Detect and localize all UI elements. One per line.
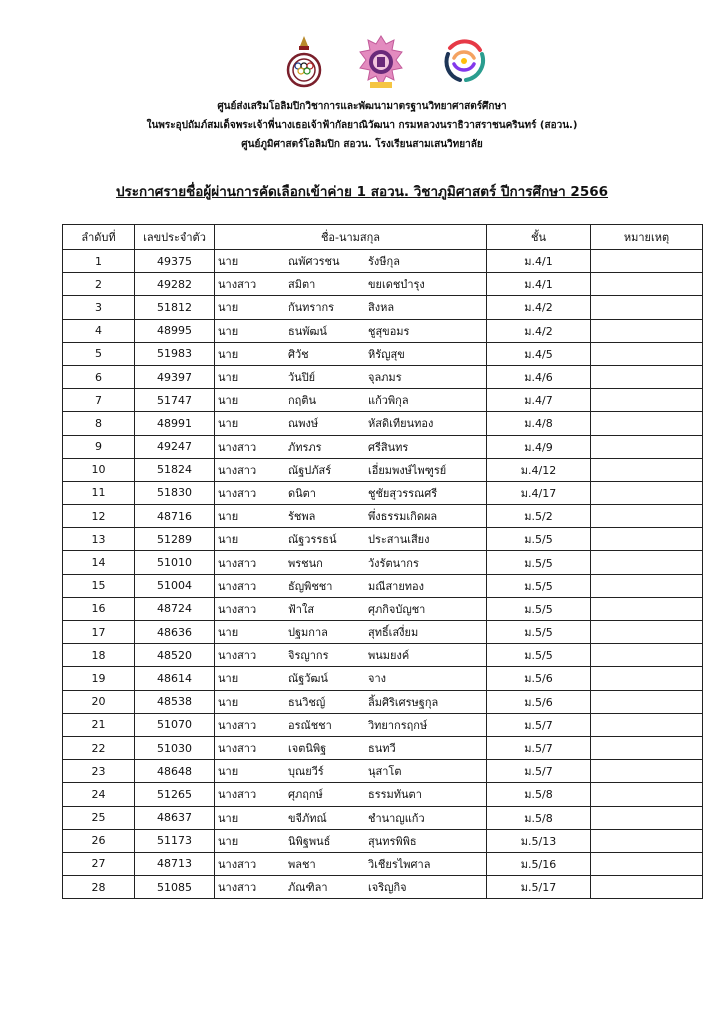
row-number: 13 bbox=[63, 528, 135, 551]
student-id: 49282 bbox=[135, 273, 215, 296]
last-name: พึ่งธรรมเกิดผล bbox=[368, 510, 438, 524]
student-id: 51010 bbox=[135, 551, 215, 574]
student-name bbox=[215, 667, 487, 690]
grade-level: ม.5/6 bbox=[487, 690, 591, 713]
row-number: 12 bbox=[63, 505, 135, 528]
note-cell bbox=[591, 458, 703, 481]
name-prefix: นางสาว bbox=[218, 857, 257, 871]
row-number: 9 bbox=[63, 435, 135, 458]
student-id: 48538 bbox=[135, 690, 215, 713]
name-prefix: นาย bbox=[218, 765, 239, 779]
table-row bbox=[63, 296, 703, 319]
last-name: จาง bbox=[368, 672, 386, 686]
row-number: 22 bbox=[63, 736, 135, 759]
student-id: 49247 bbox=[135, 435, 215, 458]
grade-level: ม.4/1 bbox=[487, 273, 591, 296]
first-name: ณัฐวัฒน์ bbox=[288, 672, 328, 686]
table-row bbox=[63, 389, 703, 412]
name-prefix: นาย bbox=[218, 394, 239, 408]
name-prefix: นางสาว bbox=[218, 440, 257, 454]
name-prefix: นาย bbox=[218, 371, 239, 385]
table-row bbox=[63, 760, 703, 783]
table-row bbox=[63, 250, 703, 273]
student-id: 51289 bbox=[135, 528, 215, 551]
row-number: 27 bbox=[63, 852, 135, 875]
last-name: วิเชียรไพศาล bbox=[368, 857, 431, 871]
student-name bbox=[215, 806, 487, 829]
note-cell bbox=[591, 412, 703, 435]
table-row bbox=[63, 852, 703, 875]
row-number: 19 bbox=[63, 667, 135, 690]
note-cell bbox=[591, 551, 703, 574]
grade-level: ม.4/2 bbox=[487, 296, 591, 319]
table-row bbox=[63, 273, 703, 296]
row-number: 1 bbox=[63, 250, 135, 273]
name-prefix: นาย bbox=[218, 672, 239, 686]
first-name: ศุภฤกษ์ bbox=[288, 788, 323, 802]
last-name: ลิ้มศิริเศรษฐกุล bbox=[368, 695, 439, 709]
last-name: หัสดิเทียนทอง bbox=[368, 417, 434, 431]
student-id: 48724 bbox=[135, 597, 215, 620]
last-name: แก้วพิกุล bbox=[368, 394, 409, 408]
student-id: 51070 bbox=[135, 713, 215, 736]
student-name bbox=[215, 574, 487, 597]
table-header-row bbox=[63, 225, 703, 250]
first-name: ธัญพิชชา bbox=[288, 579, 333, 593]
student-name bbox=[215, 296, 487, 319]
name-prefix: นางสาว bbox=[218, 788, 257, 802]
table-row bbox=[63, 713, 703, 736]
first-name: พรชนก bbox=[288, 556, 323, 570]
student-name bbox=[215, 690, 487, 713]
grade-level: ม.4/1 bbox=[487, 250, 591, 273]
last-name: วังรัตนากร bbox=[368, 556, 419, 570]
student-name bbox=[215, 736, 487, 759]
student-id: 48991 bbox=[135, 412, 215, 435]
name-prefix: นาย bbox=[218, 255, 239, 269]
note-cell bbox=[591, 829, 703, 852]
grade-level: ม.5/7 bbox=[487, 736, 591, 759]
table-row bbox=[63, 574, 703, 597]
first-name: ภัทรภร bbox=[288, 440, 322, 454]
student-id: 51830 bbox=[135, 481, 215, 504]
last-name: พนมยงค์ bbox=[368, 649, 410, 663]
results-table bbox=[62, 224, 703, 899]
row-number: 3 bbox=[63, 296, 135, 319]
row-number: 20 bbox=[63, 690, 135, 713]
table-row bbox=[63, 435, 703, 458]
row-number: 5 bbox=[63, 342, 135, 365]
first-name: บุณยวีร์ bbox=[288, 765, 324, 779]
last-name: นุสาโต bbox=[368, 765, 402, 779]
first-name: ศิวัช bbox=[288, 347, 309, 361]
table-row bbox=[63, 319, 703, 342]
student-id: 49397 bbox=[135, 365, 215, 388]
table-row bbox=[63, 829, 703, 852]
student-id: 49375 bbox=[135, 250, 215, 273]
note-cell bbox=[591, 783, 703, 806]
student-name bbox=[215, 783, 487, 806]
grade-level: ม.5/8 bbox=[487, 806, 591, 829]
col-header-id: เลขประจำตัว bbox=[135, 225, 215, 250]
last-name: จุลภมร bbox=[368, 371, 402, 385]
grade-level: ม.5/5 bbox=[487, 621, 591, 644]
table-row bbox=[63, 365, 703, 388]
last-name: ชูชัยสุวรรณศรี bbox=[368, 486, 438, 500]
student-id: 51747 bbox=[135, 389, 215, 412]
student-name bbox=[215, 876, 487, 899]
last-name: ประสานเสียง bbox=[368, 533, 430, 547]
student-name bbox=[215, 644, 487, 667]
note-cell bbox=[591, 528, 703, 551]
logo-row bbox=[0, 34, 724, 94]
last-name: ขยเดชบำรุง bbox=[368, 278, 425, 292]
name-prefix: นางสาว bbox=[218, 486, 257, 500]
first-name: ณัฐปภัสร์ bbox=[288, 463, 332, 477]
note-cell bbox=[591, 597, 703, 620]
name-prefix: นาย bbox=[218, 510, 239, 524]
grade-level: ม.5/16 bbox=[487, 852, 591, 875]
last-name: ชูสุขอมร bbox=[368, 324, 410, 338]
grade-level: ม.4/2 bbox=[487, 319, 591, 342]
note-cell bbox=[591, 481, 703, 504]
last-name: วิทยากรฤกษ์ bbox=[368, 718, 428, 732]
table-row bbox=[63, 551, 703, 574]
student-name bbox=[215, 319, 487, 342]
note-cell bbox=[591, 644, 703, 667]
last-name: สุนทรพิพิธ bbox=[368, 834, 417, 848]
student-name bbox=[215, 597, 487, 620]
row-number: 23 bbox=[63, 760, 135, 783]
student-id: 51030 bbox=[135, 736, 215, 759]
student-name bbox=[215, 760, 487, 783]
last-name: ธรรมทันตา bbox=[368, 788, 422, 802]
row-number: 11 bbox=[63, 481, 135, 504]
student-id: 51983 bbox=[135, 342, 215, 365]
name-prefix: นางสาว bbox=[218, 278, 257, 292]
student-id: 51173 bbox=[135, 829, 215, 852]
row-number: 2 bbox=[63, 273, 135, 296]
student-id: 48995 bbox=[135, 319, 215, 342]
table-row bbox=[63, 505, 703, 528]
note-cell bbox=[591, 690, 703, 713]
student-id: 48520 bbox=[135, 644, 215, 667]
first-name: นิพิฐพนธ์ bbox=[288, 834, 331, 848]
grade-level: ม.4/6 bbox=[487, 365, 591, 388]
row-number: 24 bbox=[63, 783, 135, 806]
table-row bbox=[63, 481, 703, 504]
table-row bbox=[63, 342, 703, 365]
first-name: สมิตา bbox=[288, 278, 316, 292]
name-prefix: นาย bbox=[218, 533, 239, 547]
grade-level: ม.5/5 bbox=[487, 528, 591, 551]
name-prefix: นาย bbox=[218, 347, 239, 361]
table-body bbox=[63, 250, 703, 899]
grade-level: ม.4/17 bbox=[487, 481, 591, 504]
org-line-3: ศูนย์ภูมิศาสตร์โอลิมปิก สอวน. โรงเรียนสามเสนวิทยาลัย bbox=[241, 139, 483, 150]
geography-olympiad-logo bbox=[440, 34, 488, 90]
name-prefix: นางสาว bbox=[218, 463, 257, 477]
last-name: สุทธิ์เสงี่ยม bbox=[368, 626, 419, 640]
last-name: เอี่ยมพงษ์ไพฑูรย์ bbox=[368, 463, 447, 477]
first-name: อรณัชชา bbox=[288, 718, 332, 732]
note-cell bbox=[591, 574, 703, 597]
first-name: พลชา bbox=[288, 857, 316, 871]
table-row bbox=[63, 597, 703, 620]
row-number: 16 bbox=[63, 597, 135, 620]
name-prefix: นางสาว bbox=[218, 556, 257, 570]
row-number: 18 bbox=[63, 644, 135, 667]
name-prefix: นาย bbox=[218, 811, 239, 825]
table-row bbox=[63, 806, 703, 829]
row-number: 7 bbox=[63, 389, 135, 412]
name-prefix: นาย bbox=[218, 324, 239, 338]
note-cell bbox=[591, 621, 703, 644]
row-number: 25 bbox=[63, 806, 135, 829]
note-cell bbox=[591, 342, 703, 365]
note-cell bbox=[591, 389, 703, 412]
first-name: ภัณฑิลา bbox=[288, 881, 328, 895]
first-name: รัชพล bbox=[288, 510, 316, 524]
name-prefix: นาย bbox=[218, 417, 239, 431]
table-row bbox=[63, 621, 703, 644]
name-prefix: นางสาว bbox=[218, 742, 257, 756]
first-name: ดนิตา bbox=[288, 486, 316, 500]
first-name: จิรญากร bbox=[288, 649, 329, 663]
note-cell bbox=[591, 250, 703, 273]
grade-level: ม.4/9 bbox=[487, 435, 591, 458]
student-id: 51085 bbox=[135, 876, 215, 899]
col-header-name: ชื่อ-นามสกุล bbox=[215, 225, 487, 250]
note-cell bbox=[591, 760, 703, 783]
student-id: 48716 bbox=[135, 505, 215, 528]
grade-level: ม.5/5 bbox=[487, 551, 591, 574]
note-cell bbox=[591, 852, 703, 875]
last-name: รังษีกุล bbox=[368, 255, 400, 269]
grade-level: ม.5/17 bbox=[487, 876, 591, 899]
grade-level: ม.5/5 bbox=[487, 644, 591, 667]
student-name bbox=[215, 829, 487, 852]
grade-level: ม.4/7 bbox=[487, 389, 591, 412]
table-row bbox=[63, 690, 703, 713]
name-prefix: นาย bbox=[218, 626, 239, 640]
grade-level: ม.5/2 bbox=[487, 505, 591, 528]
school-emblem-logo bbox=[356, 34, 406, 90]
student-id: 48637 bbox=[135, 806, 215, 829]
student-id: 51812 bbox=[135, 296, 215, 319]
grade-level: ม.4/5 bbox=[487, 342, 591, 365]
student-name bbox=[215, 250, 487, 273]
grade-level: ม.5/7 bbox=[487, 713, 591, 736]
last-name: ธนทวี bbox=[368, 742, 396, 756]
row-number: 26 bbox=[63, 829, 135, 852]
note-cell bbox=[591, 736, 703, 759]
last-name: มณีสายทอง bbox=[368, 579, 425, 593]
row-number: 21 bbox=[63, 713, 135, 736]
org-line-1: ศูนย์ส่งเสริมโอลิมปิกวิชาการและพัฒนามาตรฐานวิทยาศาสตร์ศึกษา bbox=[217, 101, 507, 112]
announcement-title: ประกาศรายชื่อผู้ผ่านการคัดเลือกเข้าค่าย 1 สอวน. วิชาภูมิศาสตร์ ปีการศึกษา 2566 bbox=[115, 184, 609, 200]
student-id: 51265 bbox=[135, 783, 215, 806]
grade-level: ม.5/5 bbox=[487, 574, 591, 597]
row-number: 14 bbox=[63, 551, 135, 574]
student-name bbox=[215, 505, 487, 528]
row-number: 10 bbox=[63, 458, 135, 481]
row-number: 17 bbox=[63, 621, 135, 644]
row-number: 6 bbox=[63, 365, 135, 388]
table-row bbox=[63, 876, 703, 899]
name-prefix: นางสาว bbox=[218, 649, 257, 663]
table-row bbox=[63, 412, 703, 435]
table-row bbox=[63, 783, 703, 806]
note-cell bbox=[591, 505, 703, 528]
last-name: สิงหล bbox=[368, 301, 395, 315]
student-name bbox=[215, 852, 487, 875]
note-cell bbox=[591, 296, 703, 319]
row-number: 4 bbox=[63, 319, 135, 342]
student-id: 51824 bbox=[135, 458, 215, 481]
table-row bbox=[63, 644, 703, 667]
first-name: ธนพัฒน์ bbox=[288, 324, 327, 338]
grade-level: ม.5/8 bbox=[487, 783, 591, 806]
note-cell bbox=[591, 273, 703, 296]
grade-level: ม.5/6 bbox=[487, 667, 591, 690]
student-name bbox=[215, 713, 487, 736]
name-prefix: นาย bbox=[218, 695, 239, 709]
col-header-note: หมายเหตุ bbox=[591, 225, 703, 250]
student-name bbox=[215, 412, 487, 435]
grade-level: ม.4/8 bbox=[487, 412, 591, 435]
student-name bbox=[215, 458, 487, 481]
olympic-academic-logo bbox=[282, 34, 326, 90]
first-name: กันทรากร bbox=[288, 301, 335, 315]
student-name bbox=[215, 481, 487, 504]
first-name: ณพัศวรชน bbox=[288, 255, 340, 269]
note-cell bbox=[591, 876, 703, 899]
name-prefix: นางสาว bbox=[218, 602, 257, 616]
student-name bbox=[215, 365, 487, 388]
note-cell bbox=[591, 806, 703, 829]
note-cell bbox=[591, 667, 703, 690]
name-prefix: นาย bbox=[218, 834, 239, 848]
first-name: ธนวิชญ์ bbox=[288, 695, 326, 709]
grade-level: ม.4/12 bbox=[487, 458, 591, 481]
student-name bbox=[215, 621, 487, 644]
first-name: ณัฐวรรธน์ bbox=[288, 533, 337, 547]
row-number: 8 bbox=[63, 412, 135, 435]
table-row bbox=[63, 528, 703, 551]
note-cell bbox=[591, 713, 703, 736]
grade-level: ม.5/5 bbox=[487, 597, 591, 620]
student-name bbox=[215, 273, 487, 296]
first-name: ณพงษ์ bbox=[288, 417, 319, 431]
col-header-no: ลำดับที่ bbox=[63, 225, 135, 250]
student-name bbox=[215, 435, 487, 458]
first-name: ขจีภัทณ์ bbox=[288, 811, 327, 825]
note-cell bbox=[591, 435, 703, 458]
row-number: 15 bbox=[63, 574, 135, 597]
student-name bbox=[215, 551, 487, 574]
student-id: 48648 bbox=[135, 760, 215, 783]
last-name: เจริญกิจ bbox=[368, 881, 407, 895]
last-name: ศรีสินทร bbox=[368, 440, 409, 454]
student-name bbox=[215, 528, 487, 551]
first-name: ปฐมกาล bbox=[288, 626, 328, 640]
table-row bbox=[63, 458, 703, 481]
col-header-grade: ชั้น bbox=[487, 225, 591, 250]
last-name: ศุภกิจบัญชา bbox=[368, 602, 426, 616]
last-name: ชำนาญแก้ว bbox=[368, 811, 425, 825]
student-name bbox=[215, 389, 487, 412]
first-name: วันปิย์ bbox=[288, 371, 316, 385]
student-name bbox=[215, 342, 487, 365]
note-cell bbox=[591, 319, 703, 342]
table-row bbox=[63, 667, 703, 690]
student-id: 51004 bbox=[135, 574, 215, 597]
org-line-2: ในพระอุปถัมภ์สมเด็จพระเจ้าพี่นางเธอเจ้าฟ้ากัลยาณิวัฒนา กรมหลวงนราธิวาสราชนครินทร์ (สอวน.) bbox=[146, 120, 578, 131]
first-name: เจตนิพิฐ bbox=[288, 742, 327, 756]
row-number: 28 bbox=[63, 876, 135, 899]
name-prefix: นาย bbox=[218, 301, 239, 315]
grade-level: ม.5/7 bbox=[487, 760, 591, 783]
note-cell bbox=[591, 365, 703, 388]
name-prefix: นางสาว bbox=[218, 718, 257, 732]
student-id: 48636 bbox=[135, 621, 215, 644]
student-id: 48614 bbox=[135, 667, 215, 690]
first-name: กฤติน bbox=[288, 394, 316, 408]
first-name: ฟ้าใส bbox=[288, 602, 315, 616]
grade-level: ม.5/13 bbox=[487, 829, 591, 852]
last-name: หิรัญสุข bbox=[368, 347, 405, 361]
name-prefix: นางสาว bbox=[218, 881, 257, 895]
name-prefix: นางสาว bbox=[218, 579, 257, 593]
table-row bbox=[63, 736, 703, 759]
student-id: 48713 bbox=[135, 852, 215, 875]
